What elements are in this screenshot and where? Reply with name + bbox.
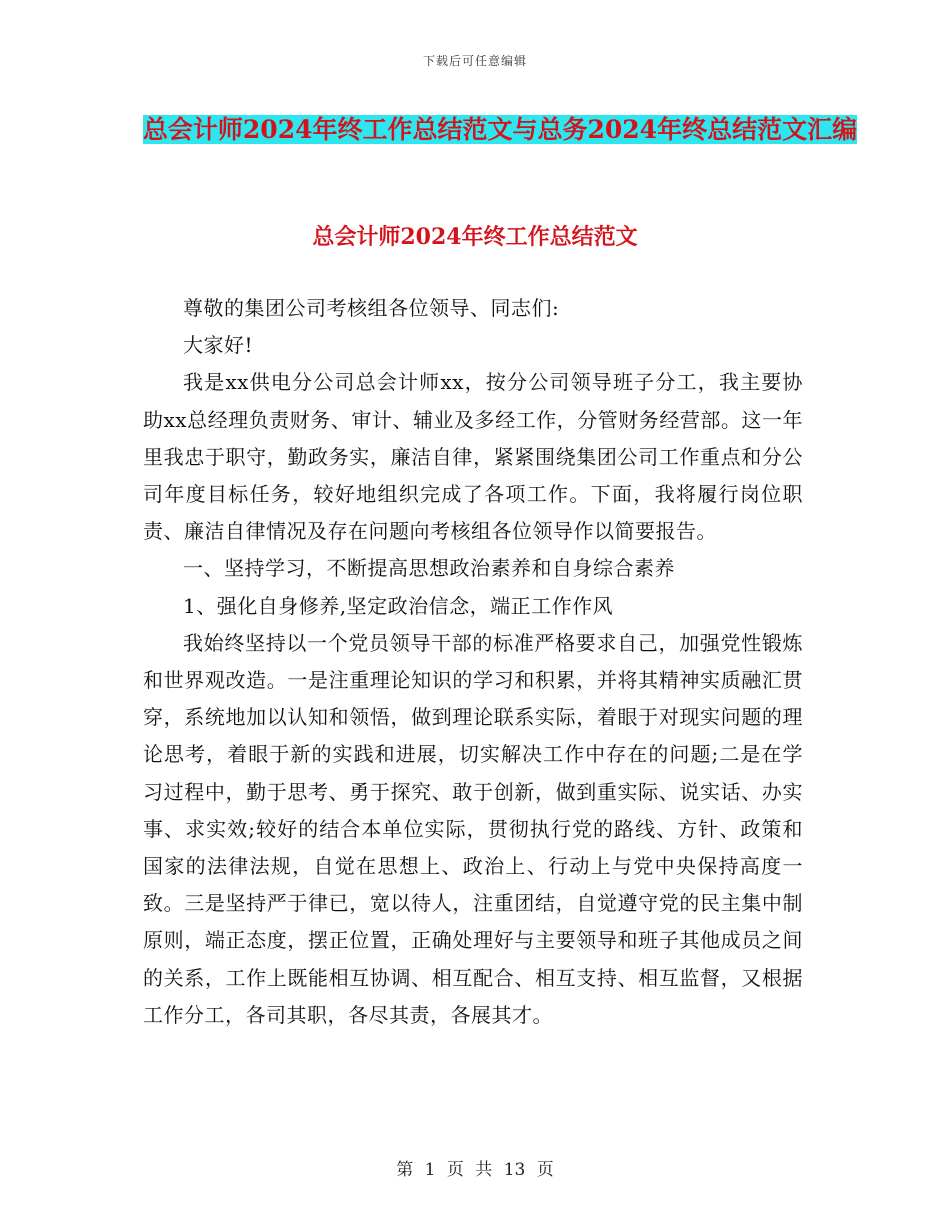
main-title-highlight: 总会计师2024年终工作总结范文与总务2024年终总结范文汇编 [142, 115, 858, 144]
page-indicator: 第 1 页 共 13 页 [396, 1160, 554, 1180]
document-main-title [140, 106, 860, 154]
document-body [143, 290, 803, 1034]
paragraph-greeting: 大家好! [183, 333, 254, 358]
section-title: 总会计师2024年终工作总结范文 [312, 224, 638, 250]
paragraph-salutation: 尊敬的集团公司考核组各位领导、同志们: [183, 296, 560, 320]
header-note: 下载后可任意编辑 [422, 54, 527, 68]
heading-section-one: 一、坚持学习，不断提高思想政治素养和自身综合素养 [183, 556, 675, 581]
heading-subsection-one: 1、强化自身修养,坚定政治信念，端正工作作风 [183, 593, 614, 618]
paragraph-body: 我始终坚持以一个党员领导干部的标准严格要求自己，加强党性锻炼和世界观改造。一是注重理论知识的学习和积累，并将其精神实质融汇贯穿，系统地加以认知和领悟，做到理论联系实际，着眼于对现实问题的理论思考，着眼于新的实践和进展，切实解决工作中存在的问题;二是在学习过程中，勤于思考、勇于探究、敢于创新，做到重实际、说实话、办实事、求实效;较好的结合本单位实际，贯彻执行党的路线、方针、政策和国家的法律法规，自觉在思想上、政治上、行动上与党中央保持高度一致。三是坚持严于律已，宽以待人，注重团结，自觉遵守党的民主集中制原则，端正态度，摆正位置，正确处理好与主要领导和班子其他成员之间的关系，工作上既能相互协调、相互配合、相互支持、相互监督，又根据工作分工，各司其职，各尽其责，各展其才。 [143, 630, 803, 1027]
paragraph-introduction: 我是xx供电分公司总会计师xx，按分公司领导班子分工，我主要协助xx总经理负责财务、审计、辅业及多经工作，分管财务经营部。这一年里我忠于职守，勤政务实，廉洁自律，紧紧围绕集团公司工作重点和分公司年度目标任务，较好地组织完成了各项工作。下面，我将履行岗位职责、廉洁自律情况及存在问题向考核组各位领导作以简要报告。 [143, 370, 803, 544]
